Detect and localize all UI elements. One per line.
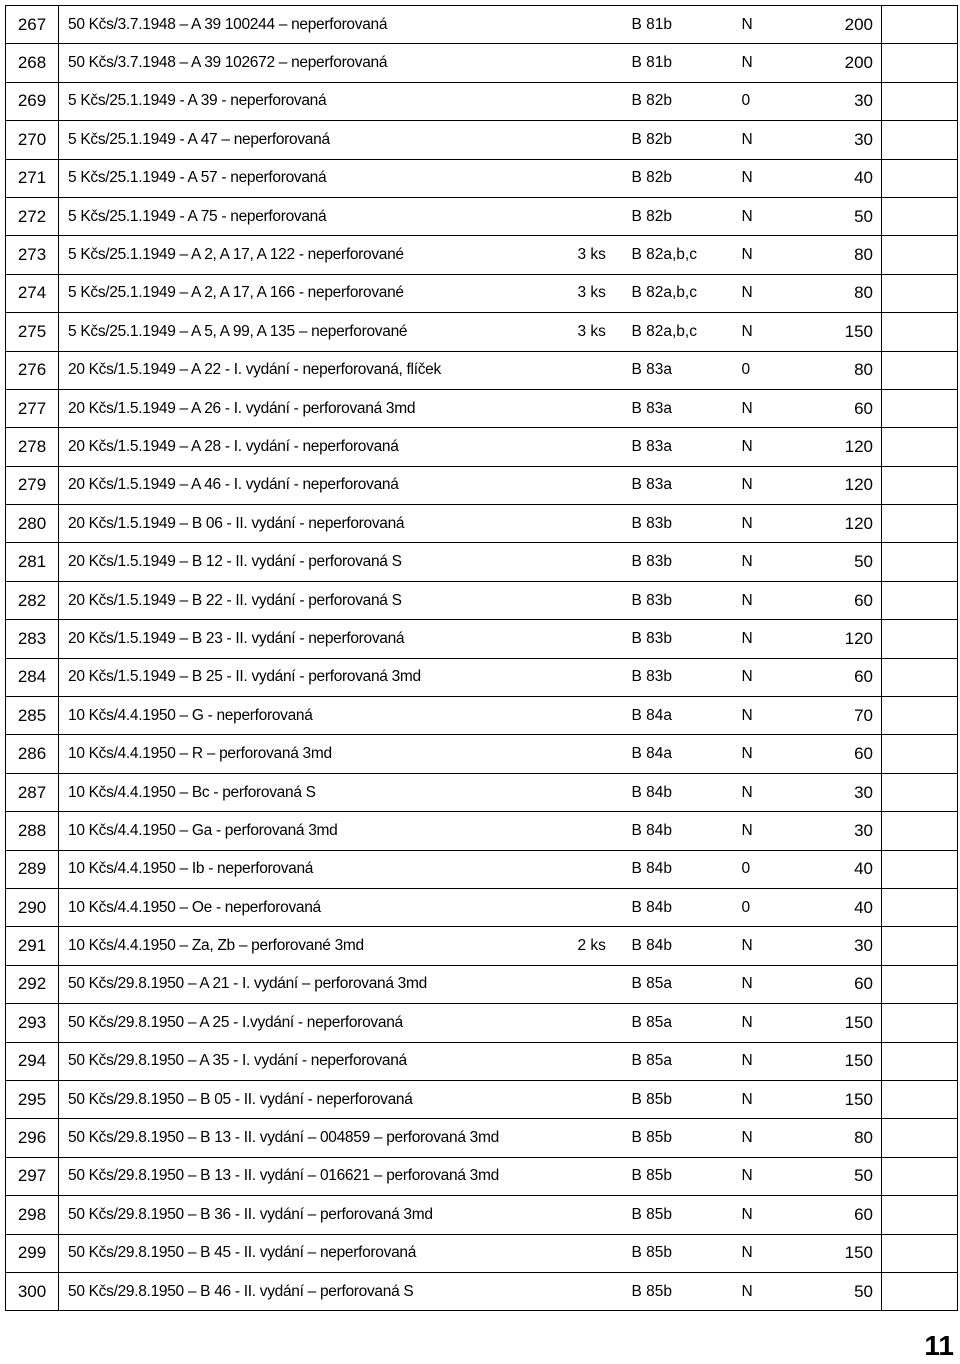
lot-number: 284 (6, 658, 59, 696)
lot-quantity: 3 ks (576, 313, 630, 351)
lot-description: 10 Kčs/4.4.1950 – Ib - neperforovaná (59, 850, 576, 888)
table-row (6, 428, 958, 466)
lot-quantity (576, 466, 630, 504)
lot-description: 5 Kčs/25.1.1949 – A 2, A 17, A 166 - neperforované (59, 274, 576, 312)
catalog-reference: B 84b (630, 812, 742, 850)
table-row (6, 543, 958, 581)
lot-price: 30 (822, 82, 882, 120)
lot-condition: N (742, 44, 822, 82)
lot-number: 288 (6, 812, 59, 850)
table-row (6, 1234, 958, 1272)
empty-cell (882, 1004, 958, 1042)
empty-cell (882, 121, 958, 159)
empty-cell (882, 1042, 958, 1080)
catalog-reference: B 82a,b,c (630, 236, 742, 274)
lot-quantity (576, 197, 630, 235)
lot-description: 20 Kčs/1.5.1949 – A 26 - I. vydání - perforovaná 3md (59, 389, 576, 427)
catalog-reference: B 85b (630, 1119, 742, 1157)
catalog-reference: B 82b (630, 197, 742, 235)
catalog-reference: B 85b (630, 1080, 742, 1118)
table-row (6, 466, 958, 504)
lot-condition: 0 (742, 850, 822, 888)
lot-quantity (576, 1042, 630, 1080)
lot-quantity (576, 1157, 630, 1195)
table-row (6, 965, 958, 1003)
lot-description: 10 Kčs/4.4.1950 – R – perforovaná 3md (59, 735, 576, 773)
lot-number: 300 (6, 1272, 59, 1310)
table-row (6, 773, 958, 811)
lot-condition: N (742, 812, 822, 850)
catalog-reference: B 84b (630, 850, 742, 888)
lot-quantity (576, 351, 630, 389)
lot-condition: N (742, 1119, 822, 1157)
empty-cell (882, 1157, 958, 1195)
lot-number: 286 (6, 735, 59, 773)
lot-price: 120 (822, 505, 882, 543)
empty-cell (882, 812, 958, 850)
catalog-reference: B 82a,b,c (630, 274, 742, 312)
catalog-reference: B 83b (630, 620, 742, 658)
catalog-reference: B 84a (630, 697, 742, 735)
catalog-reference: B 82b (630, 82, 742, 120)
empty-cell (882, 505, 958, 543)
lot-price: 30 (822, 773, 882, 811)
lot-price: 40 (822, 850, 882, 888)
lot-condition: N (742, 1157, 822, 1195)
lot-condition: N (742, 1080, 822, 1118)
lot-description: 50 Kčs/29.8.1950 – B 36 - II. vydání – perforovaná 3md (59, 1196, 576, 1234)
table-row (6, 274, 958, 312)
catalog-reference: B 85a (630, 1042, 742, 1080)
lot-number: 270 (6, 121, 59, 159)
catalog-reference: B 83a (630, 351, 742, 389)
catalog-reference: B 84a (630, 735, 742, 773)
catalog-reference: B 81b (630, 44, 742, 82)
table-row (6, 888, 958, 926)
catalog-reference: B 85a (630, 965, 742, 1003)
lot-price: 150 (822, 313, 882, 351)
empty-cell (882, 1272, 958, 1310)
lot-quantity (576, 658, 630, 696)
lot-condition: N (742, 313, 822, 351)
lot-price: 60 (822, 735, 882, 773)
lot-number: 267 (6, 6, 59, 44)
lot-quantity: 2 ks (576, 927, 630, 965)
catalog-reference: B 83a (630, 389, 742, 427)
lot-condition: N (742, 274, 822, 312)
lot-description: 20 Kčs/1.5.1949 – A 22 - I. vydání - neperforovaná, flíček (59, 351, 576, 389)
lot-price: 30 (822, 927, 882, 965)
lot-condition: 0 (742, 888, 822, 926)
lot-condition: N (742, 197, 822, 235)
lot-quantity (576, 1004, 630, 1042)
lot-price: 200 (822, 44, 882, 82)
lot-condition: N (742, 505, 822, 543)
lot-price: 40 (822, 159, 882, 197)
catalog-reference: B 84b (630, 927, 742, 965)
lot-quantity (576, 773, 630, 811)
catalog-reference: B 85b (630, 1272, 742, 1310)
catalog-reference: B 85b (630, 1157, 742, 1195)
lot-condition: N (742, 428, 822, 466)
lot-price: 80 (822, 1119, 882, 1157)
empty-cell (882, 850, 958, 888)
empty-cell (882, 159, 958, 197)
lot-condition: N (742, 658, 822, 696)
table-row (6, 581, 958, 619)
lot-price: 30 (822, 812, 882, 850)
lot-price: 60 (822, 965, 882, 1003)
lot-description: 10 Kčs/4.4.1950 – Ga - perforovaná 3md (59, 812, 576, 850)
lot-quantity (576, 1234, 630, 1272)
empty-cell (882, 888, 958, 926)
table-row (6, 697, 958, 735)
table-row (6, 927, 958, 965)
catalog-reference: B 82b (630, 159, 742, 197)
lot-condition: N (742, 121, 822, 159)
lot-price: 40 (822, 888, 882, 926)
lot-price: 70 (822, 697, 882, 735)
lot-condition: N (742, 1272, 822, 1310)
catalog-reference: B 83b (630, 658, 742, 696)
lot-description: 5 Kčs/25.1.1949 - A 75 - neperforovaná (59, 197, 576, 235)
lot-description: 50 Kčs/29.8.1950 – A 35 - I. vydání - neperforovaná (59, 1042, 576, 1080)
catalog-reference: B 83a (630, 428, 742, 466)
lot-number: 296 (6, 1119, 59, 1157)
lot-quantity (576, 1272, 630, 1310)
lot-price: 80 (822, 351, 882, 389)
lot-description: 5 Kčs/25.1.1949 - A 57 - neperforovaná (59, 159, 576, 197)
table-row (6, 812, 958, 850)
lot-number: 293 (6, 1004, 59, 1042)
lot-quantity (576, 888, 630, 926)
table-row (6, 1196, 958, 1234)
lot-price: 60 (822, 1196, 882, 1234)
lot-description: 20 Kčs/1.5.1949 – A 46 - I. vydání - neperforovaná (59, 466, 576, 504)
lot-condition: N (742, 1042, 822, 1080)
lot-number: 277 (6, 389, 59, 427)
table-row (6, 1119, 958, 1157)
lot-price: 150 (822, 1004, 882, 1042)
lot-quantity (576, 389, 630, 427)
lot-number: 283 (6, 620, 59, 658)
empty-cell (882, 6, 958, 44)
lot-description: 10 Kčs/4.4.1950 – G - neperforovaná (59, 697, 576, 735)
table-row (6, 620, 958, 658)
table-row (6, 1004, 958, 1042)
empty-cell (882, 1234, 958, 1272)
lot-number: 276 (6, 351, 59, 389)
lot-quantity (576, 697, 630, 735)
lot-price: 30 (822, 121, 882, 159)
empty-cell (882, 236, 958, 274)
lot-description: 20 Kčs/1.5.1949 – B 25 - II. vydání - perforovaná 3md (59, 658, 576, 696)
empty-cell (882, 658, 958, 696)
catalog-reference: B 81b (630, 6, 742, 44)
table-row (6, 159, 958, 197)
catalog-rows (6, 6, 958, 1311)
lot-condition: N (742, 581, 822, 619)
lot-quantity (576, 1196, 630, 1234)
lot-condition: N (742, 466, 822, 504)
table-row (6, 1272, 958, 1310)
lot-quantity (576, 543, 630, 581)
table-row (6, 1157, 958, 1195)
lot-number: 294 (6, 1042, 59, 1080)
lot-quantity (576, 428, 630, 466)
table-row (6, 850, 958, 888)
lot-price: 60 (822, 581, 882, 619)
table-row (6, 1042, 958, 1080)
table-row (6, 505, 958, 543)
lot-number: 269 (6, 82, 59, 120)
lot-description: 5 Kčs/25.1.1949 – A 2, A 17, A 122 - neperforované (59, 236, 576, 274)
lot-price: 60 (822, 389, 882, 427)
lot-price: 150 (822, 1234, 882, 1272)
table-row (6, 1080, 958, 1118)
lot-condition: 0 (742, 351, 822, 389)
lot-price: 60 (822, 658, 882, 696)
lot-description: 20 Kčs/1.5.1949 – A 28 - I. vydání - neperforovaná (59, 428, 576, 466)
lot-number: 271 (6, 159, 59, 197)
lot-condition: N (742, 1234, 822, 1272)
empty-cell (882, 466, 958, 504)
lot-condition: N (742, 236, 822, 274)
catalog-reference: B 83a (630, 466, 742, 504)
empty-cell (882, 1196, 958, 1234)
catalog-reference: B 85b (630, 1196, 742, 1234)
table-row (6, 658, 958, 696)
empty-cell (882, 1080, 958, 1118)
catalog-reference: B 83b (630, 581, 742, 619)
lot-number: 299 (6, 1234, 59, 1272)
table-row (6, 197, 958, 235)
empty-cell (882, 735, 958, 773)
lot-description: 50 Kčs/29.8.1950 – B 13 - II. vydání – 016621 – perforovaná 3md (59, 1157, 576, 1195)
empty-cell (882, 965, 958, 1003)
lot-number: 292 (6, 965, 59, 1003)
lot-description: 10 Kčs/4.4.1950 – Bc - perforovaná S (59, 773, 576, 811)
lot-quantity: 3 ks (576, 236, 630, 274)
table-row (6, 735, 958, 773)
lot-description: 50 Kčs/3.7.1948 – A 39 102672 – neperforovaná (59, 44, 576, 82)
lot-description: 5 Kčs/25.1.1949 – A 5, A 99, A 135 – neperforované (59, 313, 576, 351)
lot-condition: N (742, 1196, 822, 1234)
lot-quantity (576, 812, 630, 850)
lot-description: 20 Kčs/1.5.1949 – B 12 - II. vydání - perforovaná S (59, 543, 576, 581)
lot-number: 281 (6, 543, 59, 581)
lot-price: 50 (822, 1157, 882, 1195)
lot-quantity (576, 505, 630, 543)
lot-description: 50 Kčs/29.8.1950 – A 25 - I.vydání - neperforovaná (59, 1004, 576, 1042)
lot-price: 150 (822, 1080, 882, 1118)
lot-description: 10 Kčs/4.4.1950 – Za, Zb – perforované 3md (59, 927, 576, 965)
lot-price: 80 (822, 236, 882, 274)
table-row (6, 236, 958, 274)
empty-cell (882, 697, 958, 735)
lot-quantity: 3 ks (576, 274, 630, 312)
lot-description: 5 Kčs/25.1.1949 - A 47 – neperforovaná (59, 121, 576, 159)
catalog-table (5, 5, 958, 1311)
lot-condition: N (742, 159, 822, 197)
lot-condition: N (742, 773, 822, 811)
lot-quantity (576, 1080, 630, 1118)
lot-price: 50 (822, 543, 882, 581)
page-number: 11 (924, 1330, 954, 1361)
lot-quantity (576, 965, 630, 1003)
lot-number: 291 (6, 927, 59, 965)
catalog-reference: B 84b (630, 773, 742, 811)
lot-condition: N (742, 697, 822, 735)
lot-number: 295 (6, 1080, 59, 1118)
lot-number: 274 (6, 274, 59, 312)
empty-cell (882, 197, 958, 235)
catalog-reference: B 85a (630, 1004, 742, 1042)
lot-description: 20 Kčs/1.5.1949 – B 22 - II. vydání - perforovaná S (59, 581, 576, 619)
catalog-reference: B 83b (630, 505, 742, 543)
lot-number: 290 (6, 888, 59, 926)
lot-price: 80 (822, 274, 882, 312)
lot-condition: N (742, 965, 822, 1003)
lot-price: 120 (822, 466, 882, 504)
lot-quantity (576, 850, 630, 888)
empty-cell (882, 773, 958, 811)
empty-cell (882, 543, 958, 581)
lot-description: 50 Kčs/29.8.1950 – B 46 - II. vydání – perforovaná S (59, 1272, 576, 1310)
lot-number: 297 (6, 1157, 59, 1195)
lot-number: 278 (6, 428, 59, 466)
table-row (6, 44, 958, 82)
lot-price: 150 (822, 1042, 882, 1080)
lot-number: 287 (6, 773, 59, 811)
lot-quantity (576, 620, 630, 658)
lot-quantity (576, 82, 630, 120)
empty-cell (882, 313, 958, 351)
lot-quantity (576, 6, 630, 44)
empty-cell (882, 274, 958, 312)
lot-description: 10 Kčs/4.4.1950 – Oe - neperforovaná (59, 888, 576, 926)
lot-price: 120 (822, 428, 882, 466)
empty-cell (882, 1119, 958, 1157)
lot-price: 120 (822, 620, 882, 658)
lot-number: 279 (6, 466, 59, 504)
lot-condition: 0 (742, 82, 822, 120)
lot-price: 50 (822, 1272, 882, 1310)
lot-description: 50 Kčs/29.8.1950 – B 13 - II. vydání – 004859 – perforovaná 3md (59, 1119, 576, 1157)
empty-cell (882, 351, 958, 389)
empty-cell (882, 620, 958, 658)
table-row (6, 351, 958, 389)
catalog-reference: B 82a,b,c (630, 313, 742, 351)
lot-number: 280 (6, 505, 59, 543)
lot-description: 50 Kčs/29.8.1950 – B 05 - II. vydání - neperforovaná (59, 1080, 576, 1118)
table-row (6, 6, 958, 44)
lot-quantity (576, 1119, 630, 1157)
empty-cell (882, 44, 958, 82)
lot-description: 5 Kčs/25.1.1949 - A 39 - neperforovaná (59, 82, 576, 120)
empty-cell (882, 581, 958, 619)
catalog-reference: B 85b (630, 1234, 742, 1272)
table-row (6, 121, 958, 159)
lot-number: 285 (6, 697, 59, 735)
catalog-reference: B 83b (630, 543, 742, 581)
lot-description: 20 Kčs/1.5.1949 – B 23 - II. vydání - neperforovaná (59, 620, 576, 658)
lot-number: 268 (6, 44, 59, 82)
lot-condition: N (742, 620, 822, 658)
empty-cell (882, 927, 958, 965)
table-row (6, 82, 958, 120)
lot-quantity (576, 44, 630, 82)
empty-cell (882, 389, 958, 427)
lot-number: 275 (6, 313, 59, 351)
lot-price: 200 (822, 6, 882, 44)
lot-condition: N (742, 389, 822, 427)
lot-quantity (576, 159, 630, 197)
lot-condition: N (742, 927, 822, 965)
lot-condition: N (742, 735, 822, 773)
lot-number: 272 (6, 197, 59, 235)
lot-number: 298 (6, 1196, 59, 1234)
lot-description: 50 Kčs/29.8.1950 – B 45 - II. vydání – neperforovaná (59, 1234, 576, 1272)
lot-description: 20 Kčs/1.5.1949 – B 06 - II. vydání - neperforovaná (59, 505, 576, 543)
table-row (6, 313, 958, 351)
catalog-reference: B 84b (630, 888, 742, 926)
lot-condition: N (742, 6, 822, 44)
lot-description: 50 Kčs/3.7.1948 – A 39 100244 – neperforovaná (59, 6, 576, 44)
table-row (6, 389, 958, 427)
lot-quantity (576, 121, 630, 159)
catalog-reference: B 82b (630, 121, 742, 159)
lot-number: 289 (6, 850, 59, 888)
lot-number: 273 (6, 236, 59, 274)
lot-quantity (576, 735, 630, 773)
lot-price: 50 (822, 197, 882, 235)
lot-condition: N (742, 543, 822, 581)
empty-cell (882, 428, 958, 466)
lot-condition: N (742, 1004, 822, 1042)
lot-number: 282 (6, 581, 59, 619)
lot-quantity (576, 581, 630, 619)
lot-description: 50 Kčs/29.8.1950 – A 21 - I. vydání – perforovaná 3md (59, 965, 576, 1003)
empty-cell (882, 82, 958, 120)
